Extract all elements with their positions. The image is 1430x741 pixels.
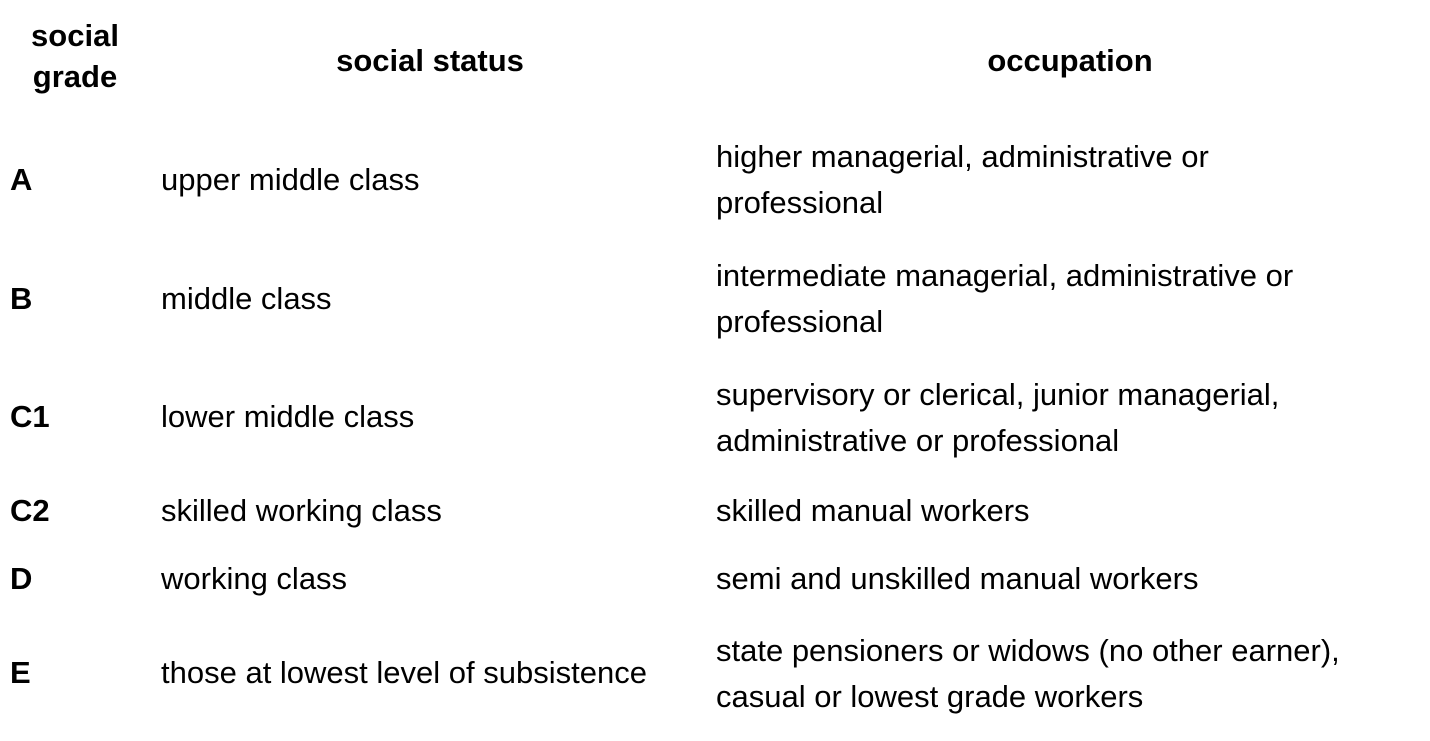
row-b-occupation-line2: professional [716, 304, 884, 339]
row-e-occupation-line1: state pensioners or widows (no other earner), [716, 633, 1340, 668]
row-b-occupation [716, 253, 1293, 345]
row-d-occupation-line1: semi and unskilled manual workers [716, 561, 1199, 596]
row-e-grade: E [10, 655, 31, 690]
header-social-grade [20, 15, 130, 97]
row-e-occupation [716, 628, 1340, 720]
row-a-status: upper middle class [161, 162, 420, 197]
row-b-occupation-line1: intermediate managerial, administrative or [716, 258, 1294, 293]
row-b-grade: B [10, 281, 33, 316]
row-d-status: working class [161, 561, 348, 596]
header-occupation: occupation [987, 43, 1153, 78]
row-e-status: those at lowest level of subsistence [161, 655, 647, 690]
row-c1-occupation [716, 372, 1279, 464]
row-a-occupation [716, 134, 1209, 226]
header-social-status: social status [336, 43, 524, 78]
row-c2-occupation [716, 488, 1030, 534]
header-social-grade-line1: social [31, 18, 119, 53]
row-c1-grade: C1 [10, 399, 50, 434]
row-c2-occupation-line1: skilled manual workers [716, 493, 1030, 528]
row-a-grade: A [10, 162, 33, 197]
row-c2-status: skilled working class [161, 493, 442, 528]
row-c1-occupation-line1: supervisory or clerical, junior managerial, [716, 377, 1280, 412]
row-a-occupation-line1: higher managerial, administrative or [716, 139, 1209, 174]
row-d-occupation [716, 556, 1198, 602]
row-c2-grade: C2 [10, 493, 50, 528]
row-c1-occupation-line2: administrative or professional [716, 423, 1120, 458]
row-e-occupation-line2: casual or lowest grade workers [716, 679, 1144, 714]
row-a-occupation-line2: professional [716, 185, 884, 220]
row-d-grade: D [10, 561, 33, 596]
row-b-status: middle class [161, 281, 332, 316]
row-c1-status: lower middle class [161, 399, 415, 434]
header-social-grade-line2: grade [32, 59, 118, 94]
